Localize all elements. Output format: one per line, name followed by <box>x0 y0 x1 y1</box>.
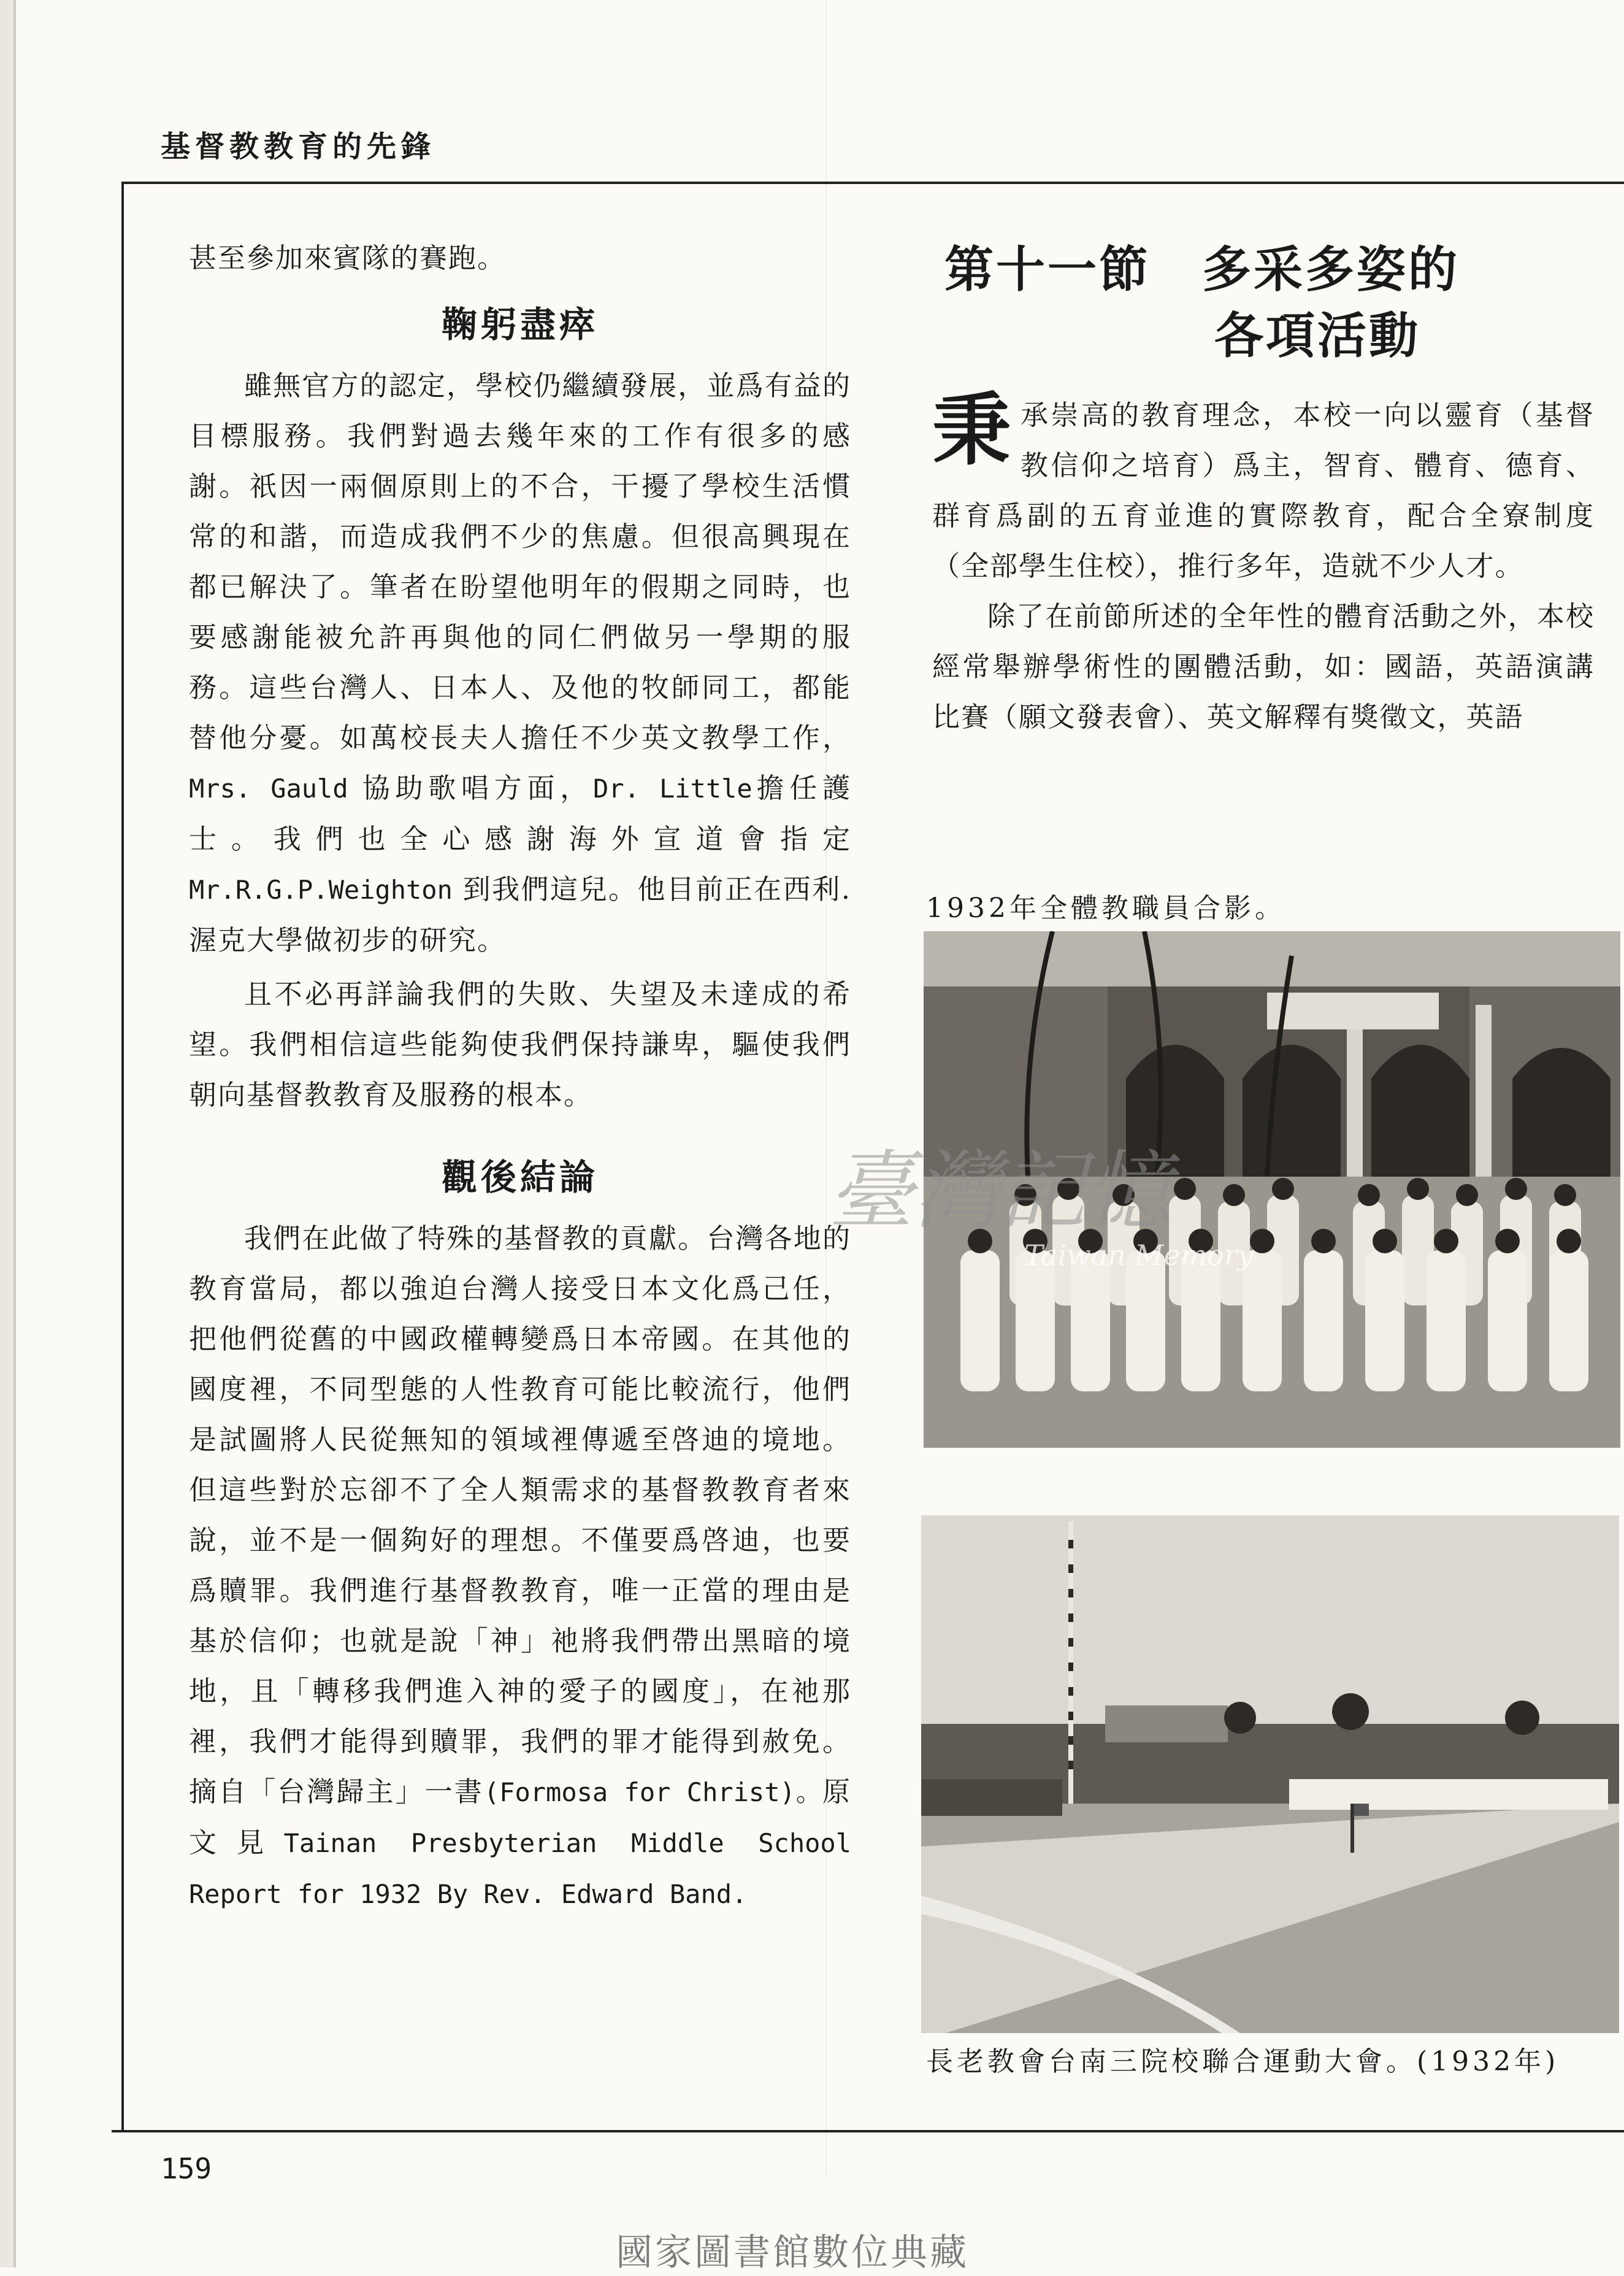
text-run: 協助歌唱方面， <box>348 772 594 804</box>
library-footer-banner: 國家圖書館數位典藏 <box>616 2231 969 2274</box>
paragraph-3 <box>189 1213 851 1920</box>
sports-meet-photo <box>921 1515 1619 2033</box>
taiwan-memory-watermark <box>816 1135 1306 1282</box>
text-run: 到我們這兒。他目前正在西利. 渥克大學做初步的研究。 <box>189 873 851 956</box>
photo-caption-sports-meet: 長老教會台南三院校聯合運動大會。(1932年) <box>926 2046 1560 2077</box>
text-run: 原文見 <box>189 1775 851 1859</box>
left-column <box>189 233 851 1920</box>
paragraph-2: 且不必再詳論我們的失敗、失望及未達成的希望。我們相信這些能夠使我們保持謙卑，驅使我們朝向基督教教育及服務的根本。 <box>189 978 851 1111</box>
paragraph-activities: 除了在前節所述的全年性的體育活動之外，本校經常舉辦學術性的團體活動，如：國語，英語演講比賽（願文發表會）、英文解釋有獎徵文，英語 <box>932 600 1595 733</box>
text-run-latin: Mr.R.G.P.Weighton <box>189 875 453 905</box>
text-run: 擔任護士。我們也全心感謝海外宣道會指定 <box>189 772 851 855</box>
paragraph-intro <box>932 385 1595 591</box>
chapter-title-line1: 第十一節 多采多姿的 <box>944 241 1460 298</box>
page-edge <box>0 0 13 2267</box>
text-run-latin: Mrs. Gauld <box>189 774 348 804</box>
photo-caption-staff: 1932年全體教職員合影。 <box>926 893 1285 924</box>
section-heading-dedication: 鞠躬盡瘁 <box>441 304 599 345</box>
drop-cap: 秉 <box>932 385 1013 476</box>
text-run: 承崇高的教育理念，本校一向以靈育（基督教信仰之培育）爲主，智育、體育、德育、群育爲副的五育並進的實際教育，配合全寮制度（全部學生住校），推行多年，造就不少人才。 <box>932 399 1595 582</box>
page-edge-shadow <box>13 0 16 2267</box>
watermark-sub: Taiwan Memory <box>1024 1239 1254 1272</box>
frame-rule-bottom <box>112 2130 1624 2132</box>
running-head: 基督教教育的先鋒 <box>161 129 436 164</box>
watermark-main: 臺灣記憶 <box>828 1142 1172 1242</box>
text-run-latin: Tainan Presbyterian Middle School Report for 1932 By Rev. Edward Band. <box>189 1828 851 1909</box>
chapter-title-line2: 各項活動 <box>1214 307 1420 364</box>
right-column <box>932 385 1595 742</box>
chapter-title <box>944 237 1588 369</box>
paragraph-1 <box>189 361 851 966</box>
opening-line: 甚至參加來賓隊的賽跑。 <box>189 242 507 274</box>
frame-rule-top <box>123 182 1624 184</box>
text-run-latin: Dr. Little <box>593 774 753 804</box>
page-number: 159 <box>161 2152 212 2185</box>
text-run-latin: (Formosa for Christ)。 <box>483 1777 822 1807</box>
section-heading-conclusion: 觀後結論 <box>441 1156 599 1198</box>
frame-rule-left <box>121 182 124 2132</box>
text-run: 我們在此做了特殊的基督教的貢獻。台灣各地的教育當局，都以強迫台灣人接受日本文化爲己任，把他們從舊的中國政權轉變爲日本帝國。在其他的國度裡，不同型態的人性教育可能比較流行，他們是試圖將人民從無知的領域裡傳遞至啓迪的境地。但這些對於忘卻不了全人類需求的基督教教育者來說，並不是一個夠好的理想。不僅要爲啓迪，也要爲贖罪。我們進行基督教教育，唯一正當的理由是基於信仰；也就是說「神」祂將我們帶出黑暗的境地，且「轉移我們進入神的愛子的國度」，在祂那裡，我們才能得到贖罪，我們的罪才能得到赦免。摘自「台灣歸主」一書 <box>189 1222 851 1808</box>
text-run: 雖無官方的認定，學校仍繼續發展，並爲有益的目標服務。我們對過去幾年來的工作有很多的感謝。祇因一兩個原則上的不合，干擾了學校生活慣常的和諧，而造成我們不少的焦慮。但很高興現在都已解決了。筆者在盼望他明年的假期之同時，也要感謝能被允許再與他的同仁們做另一學期的服務。這些台灣人、日本人、及他的牧師同工，都能替他分憂。如萬校長夫人擔任不少英文教學工作， <box>189 369 851 754</box>
